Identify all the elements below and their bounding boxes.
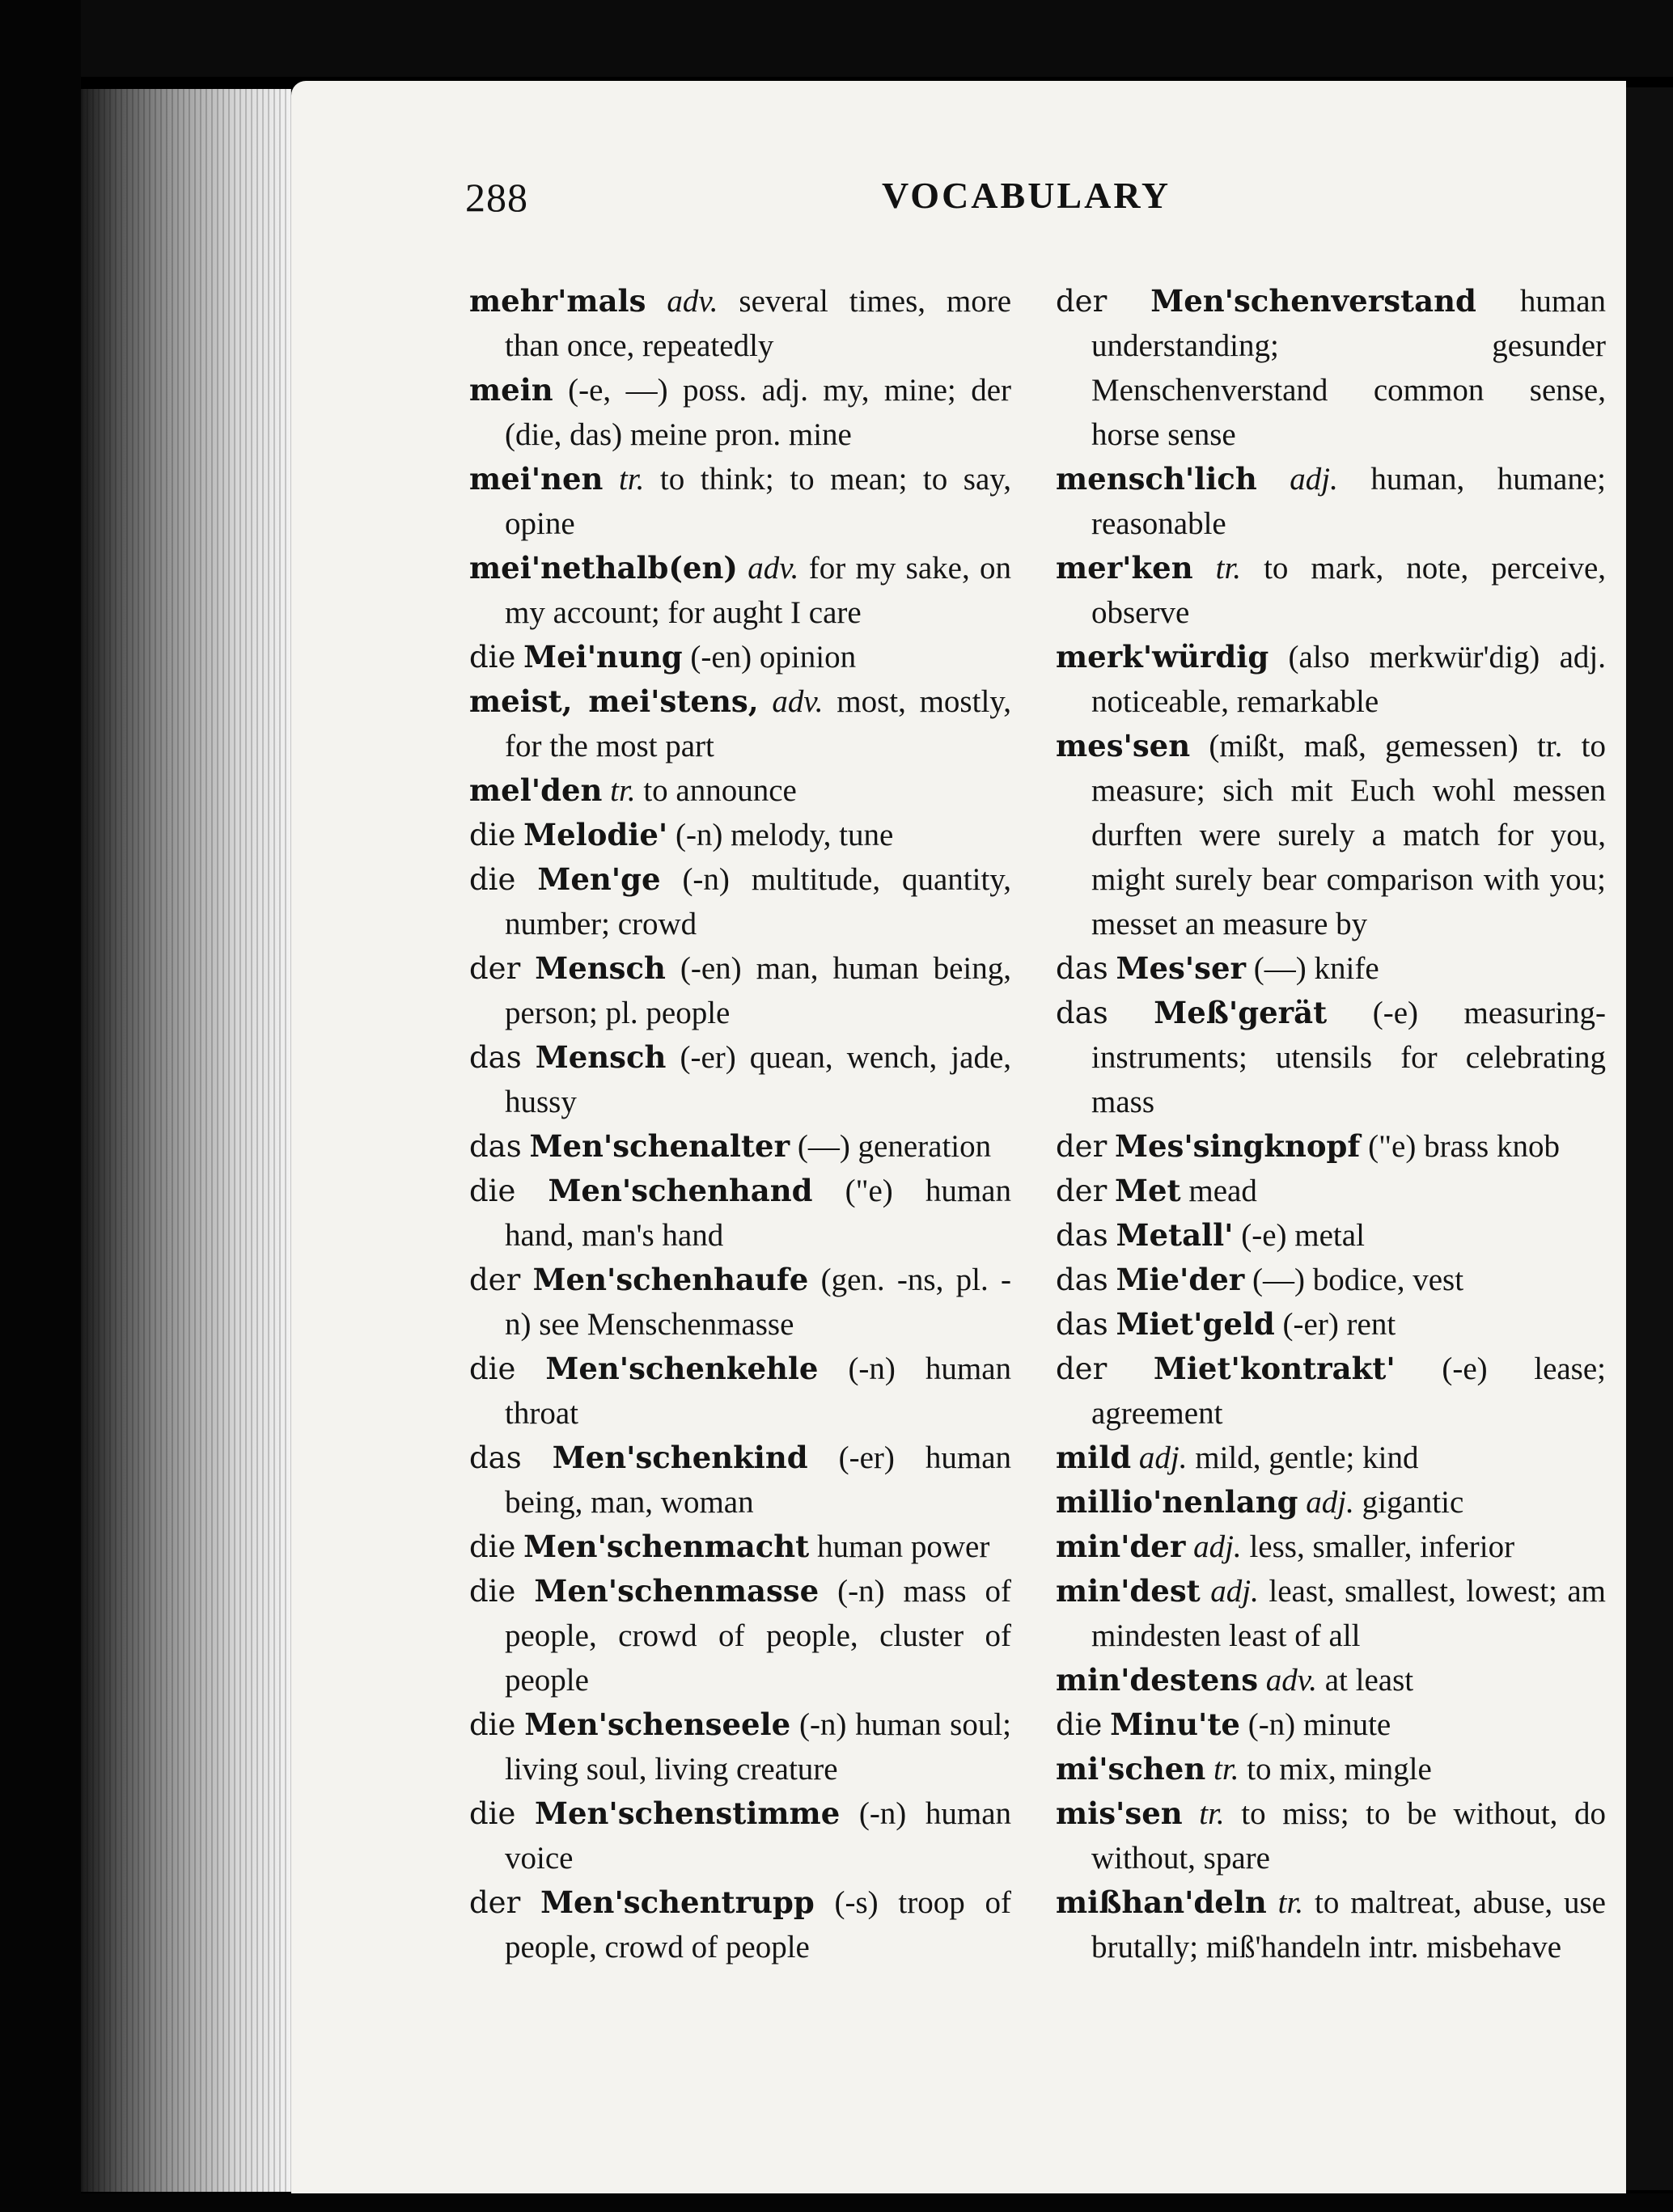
dictionary-entry — [1056, 1791, 1606, 1880]
dictionary-entry — [469, 679, 1011, 768]
entry-definition: (-e) measuring-instruments; utensils for celebrating mass — [1091, 996, 1606, 1119]
entry-headword: Men'schenseele — [524, 1707, 791, 1742]
dictionary-entry — [1056, 1658, 1606, 1702]
dictionary-entry — [1056, 1347, 1606, 1436]
dictionary-entry — [1056, 1702, 1606, 1747]
dictionary-entry — [469, 1525, 1011, 1569]
dictionary-entry — [1056, 1213, 1606, 1258]
entry-article: die — [469, 818, 516, 852]
dictionary-entry — [469, 368, 1011, 457]
entry-definition: (mißt, maß, gemessen) tr. to measure; sich mit Euch wohl messen durften were surely a match for you, might surely bear comparison with you; messet an measure by — [1091, 729, 1606, 941]
entry-headword: meist, mei'stens, — [469, 683, 759, 719]
entry-article: der — [1056, 1174, 1108, 1208]
entry-definition: to miss; to be without, do without, spare — [1091, 1796, 1607, 1876]
running-head: VOCABULARY — [882, 175, 1171, 216]
scan-right-border — [1626, 87, 1673, 2190]
entry-headword: mel'den — [469, 772, 603, 808]
dictionary-entry — [1056, 546, 1606, 635]
entry-grammar: tr. — [1215, 551, 1242, 586]
dictionary-entry — [1056, 724, 1606, 946]
entry-headword: Mie'der — [1116, 1262, 1245, 1297]
entry-headword: Miet'geld — [1116, 1306, 1275, 1342]
entry-headword: Mes'ser — [1116, 950, 1247, 986]
entry-grammar: adj. — [1210, 1574, 1259, 1609]
entry-definition: (-e) lease; agreement — [1091, 1351, 1607, 1431]
entry-headword: Men'schenalter — [529, 1128, 790, 1164]
page-number: 288 — [465, 175, 528, 220]
entry-article: das — [469, 1129, 522, 1164]
entry-definition: ("e) brass knob — [1368, 1129, 1560, 1164]
scan-bottom-border — [0, 2193, 1673, 2212]
entry-definition: (-n) multitude, quantity, number; crowd — [505, 862, 1012, 941]
dictionary-entry — [469, 1436, 1011, 1525]
dictionary-entry — [469, 857, 1011, 946]
entry-definition: least, smallest, lowest; am mindesten least of all — [1091, 1574, 1607, 1653]
dictionary-entry — [1056, 1302, 1606, 1347]
entry-definition: to mix, mingle — [1247, 1752, 1432, 1787]
dictionary-entry — [469, 1258, 1011, 1347]
entry-definition: less, smaller, inferior — [1249, 1529, 1515, 1564]
entry-definition: (-en) man, human being, person; pl. people — [505, 951, 1011, 1030]
entry-definition: (-n) human throat — [505, 1351, 1011, 1431]
dictionary-entry — [469, 768, 1011, 813]
entry-article: das — [1056, 996, 1108, 1030]
entry-definition: (-s) troop of people, crowd of people — [505, 1885, 1012, 1965]
entry-definition: (-en) opinion — [690, 640, 857, 675]
entry-article: die — [469, 1351, 516, 1386]
entry-definition: mild, gentle; kind — [1195, 1440, 1419, 1475]
entry-headword: merk'würdig — [1056, 639, 1269, 675]
book-page-edges — [81, 89, 291, 2192]
entry-definition: to maltreat, abuse, use brutally; miß'handeln intr. misbehave — [1091, 1885, 1606, 1965]
entry-article: die — [469, 862, 516, 897]
entry-article: der — [469, 951, 521, 986]
entry-definition: (gen. -ns, pl. -n) see Menschenmasse — [505, 1262, 1012, 1342]
entry-grammar: adv. — [772, 684, 824, 719]
entry-grammar: adj. — [1290, 462, 1338, 497]
entry-headword: mes'sen — [1056, 728, 1191, 763]
entry-grammar: tr. — [1277, 1885, 1304, 1920]
entry-article: der — [1056, 1129, 1108, 1164]
entry-headword: mein — [469, 372, 553, 408]
entry-headword: millio'nenlang — [1056, 1484, 1298, 1520]
dictionary-entry — [1056, 1258, 1606, 1302]
left-column — [469, 279, 1011, 1969]
entry-definition: (-n) human voice — [505, 1796, 1012, 1876]
dictionary-entry — [469, 1569, 1011, 1702]
entry-headword: mehr'mals — [469, 283, 646, 319]
entry-article: die — [1056, 1707, 1103, 1742]
dictionary-entry — [1056, 279, 1606, 457]
entry-definition: (—) knife — [1253, 951, 1379, 986]
scan-left-border — [0, 0, 81, 2212]
entry-grammar: tr. — [1199, 1796, 1225, 1831]
entry-headword: mißhan'deln — [1056, 1884, 1267, 1920]
dictionary-entry — [1056, 1880, 1606, 1969]
entry-headword: Metall' — [1116, 1217, 1234, 1253]
entry-grammar: adj. — [1193, 1529, 1242, 1564]
entry-article: der — [469, 1885, 521, 1920]
entry-headword: mis'sen — [1056, 1795, 1183, 1831]
entry-headword: min'dest — [1056, 1573, 1201, 1609]
dictionary-entry — [469, 946, 1011, 1035]
entry-article: die — [469, 1796, 516, 1831]
entry-definition: human power — [817, 1529, 990, 1564]
entry-headword: Meß'gerät — [1154, 995, 1328, 1030]
entry-definition: to mark, note, perceive, observe — [1091, 551, 1607, 630]
dictionary-entry — [469, 635, 1011, 679]
entry-definition: (-er) rent — [1282, 1307, 1396, 1342]
entry-definition: gigantic — [1362, 1485, 1464, 1520]
dictionary-entry — [469, 1124, 1011, 1169]
entry-definition: ("e) human hand, man's hand — [505, 1174, 1011, 1253]
entry-definition: (-n) melody, tune — [675, 818, 894, 852]
dictionary-entry — [1056, 1525, 1606, 1569]
entry-definition: most, mostly, for the most part — [505, 684, 1011, 763]
entry-headword: Mensch — [535, 1039, 667, 1075]
entry-headword: Men'schenmasse — [534, 1573, 820, 1609]
dictionary-entry — [469, 457, 1011, 546]
dictionary-entry — [469, 1169, 1011, 1258]
entry-article: der — [469, 1262, 521, 1297]
entry-headword: Men'schenverstand — [1150, 283, 1476, 319]
entry-headword: mer'ken — [1056, 550, 1193, 586]
entry-headword: Men'schenstimme — [535, 1795, 841, 1831]
dictionary-entry — [469, 1791, 1011, 1880]
entry-headword: Met — [1115, 1173, 1181, 1208]
entry-definition: human, humane; reasonable — [1091, 462, 1607, 541]
scan-top-border — [0, 0, 1673, 77]
entry-grammar: adv. — [667, 284, 718, 319]
entry-definition: (-er) quean, wench, jade, hussy — [505, 1040, 1012, 1119]
dictionary-entry — [1056, 1480, 1606, 1525]
entry-article: das — [469, 1040, 522, 1075]
entry-headword: Mei'nung — [523, 639, 683, 675]
entry-headword: Men'ge — [537, 861, 661, 897]
entry-definition: for my sake, on my account; for aught I care — [505, 551, 1012, 630]
entry-article: das — [1056, 1307, 1108, 1342]
entry-grammar: adj. — [1306, 1485, 1354, 1520]
entry-definition: (-er) human being, man, woman — [505, 1440, 1011, 1520]
entry-headword: mild — [1056, 1440, 1132, 1475]
dictionary-entry — [1056, 457, 1606, 546]
entry-headword: mei'nethalb(en) — [469, 550, 738, 586]
dictionary-entry — [469, 1347, 1011, 1436]
entry-definition: (-e) metal — [1241, 1218, 1365, 1253]
entry-article: das — [469, 1440, 522, 1475]
entry-definition: mead — [1188, 1174, 1257, 1208]
entry-headword: min'der — [1056, 1529, 1186, 1564]
dictionary-entry — [469, 1035, 1011, 1124]
entry-definition: at least — [1324, 1663, 1414, 1698]
dictionary-entry — [469, 813, 1011, 857]
entry-grammar: adj. — [1138, 1440, 1188, 1475]
entry-headword: Miet'kontrakt' — [1153, 1351, 1396, 1386]
dictionary-entry — [1056, 1569, 1606, 1658]
dictionary-entry — [1056, 991, 1606, 1124]
entry-grammar: tr. — [610, 773, 636, 808]
dictionary-entry — [1056, 1747, 1606, 1791]
dictionary-entry — [469, 546, 1011, 635]
entry-headword: Men'schenhaufe — [532, 1262, 809, 1297]
entry-grammar: tr. — [1213, 1752, 1239, 1787]
dictionary-entry — [1056, 1124, 1606, 1169]
entry-article: das — [1056, 1218, 1108, 1253]
entry-definition: human understanding; gesunder Menschenverstand common sense, horse sense — [1091, 284, 1607, 452]
entry-article: die — [469, 1529, 516, 1564]
entry-grammar: adv. — [748, 551, 799, 586]
right-column — [1056, 279, 1606, 1969]
entry-grammar: adv. — [1265, 1663, 1317, 1698]
dictionary-entry — [1056, 1169, 1606, 1213]
entry-article: das — [1056, 1262, 1108, 1297]
entry-definition: to announce — [643, 773, 797, 808]
entry-grammar: tr. — [618, 462, 645, 497]
entry-headword: mensch'lich — [1056, 461, 1257, 497]
entry-article: die — [469, 1574, 516, 1609]
entry-article: der — [1056, 1351, 1108, 1386]
entry-definition: (-e, —) poss. adj. my, mine; der (die, das) meine pron. mine — [505, 373, 1011, 452]
dictionary-entry — [469, 1880, 1011, 1969]
dictionary-entry — [1056, 635, 1606, 724]
entry-headword: min'destens — [1056, 1662, 1259, 1698]
entry-definition: (—) generation — [797, 1129, 992, 1164]
entry-headword: Men'schenmacht — [523, 1529, 810, 1564]
entry-article: die — [469, 1707, 516, 1742]
entry-definition: (-n) minute — [1247, 1707, 1391, 1742]
entry-headword: Melodie' — [523, 817, 668, 852]
entry-headword: Minu'te — [1110, 1707, 1240, 1742]
entry-headword: Men'schenkind — [552, 1440, 808, 1475]
entry-headword: mi'schen — [1056, 1751, 1206, 1787]
entry-definition: to think; to mean; to say, opine — [505, 462, 1011, 541]
entry-definition: (-n) mass of people, crowd of people, cluster of people — [505, 1574, 1012, 1698]
entry-headword: Men'schenhand — [548, 1173, 813, 1208]
entry-definition: (-n) human soul; living soul, living creature — [505, 1707, 1011, 1787]
entry-definition: several times, more than once, repeatedly — [505, 284, 1012, 363]
entry-definition: (also merkwür'dig) adj. noticeable, remarkable — [1091, 640, 1607, 719]
entry-headword: mei'nen — [469, 461, 604, 497]
entry-article: die — [469, 640, 516, 675]
dictionary-entry — [1056, 946, 1606, 991]
dictionary-entry — [469, 1702, 1011, 1791]
entry-article: das — [1056, 951, 1108, 986]
entry-headword: Men'schenkehle — [545, 1351, 819, 1386]
dictionary-entry — [1056, 1436, 1606, 1480]
entry-article: die — [469, 1174, 516, 1208]
dictionary-entry — [469, 279, 1011, 368]
entry-headword: Mensch — [535, 950, 666, 986]
entry-article: der — [1056, 284, 1108, 319]
entry-headword: Mes'singknopf — [1115, 1128, 1361, 1164]
entry-definition: (—) bodice, vest — [1252, 1262, 1464, 1297]
entry-headword: Men'schentrupp — [540, 1884, 815, 1920]
